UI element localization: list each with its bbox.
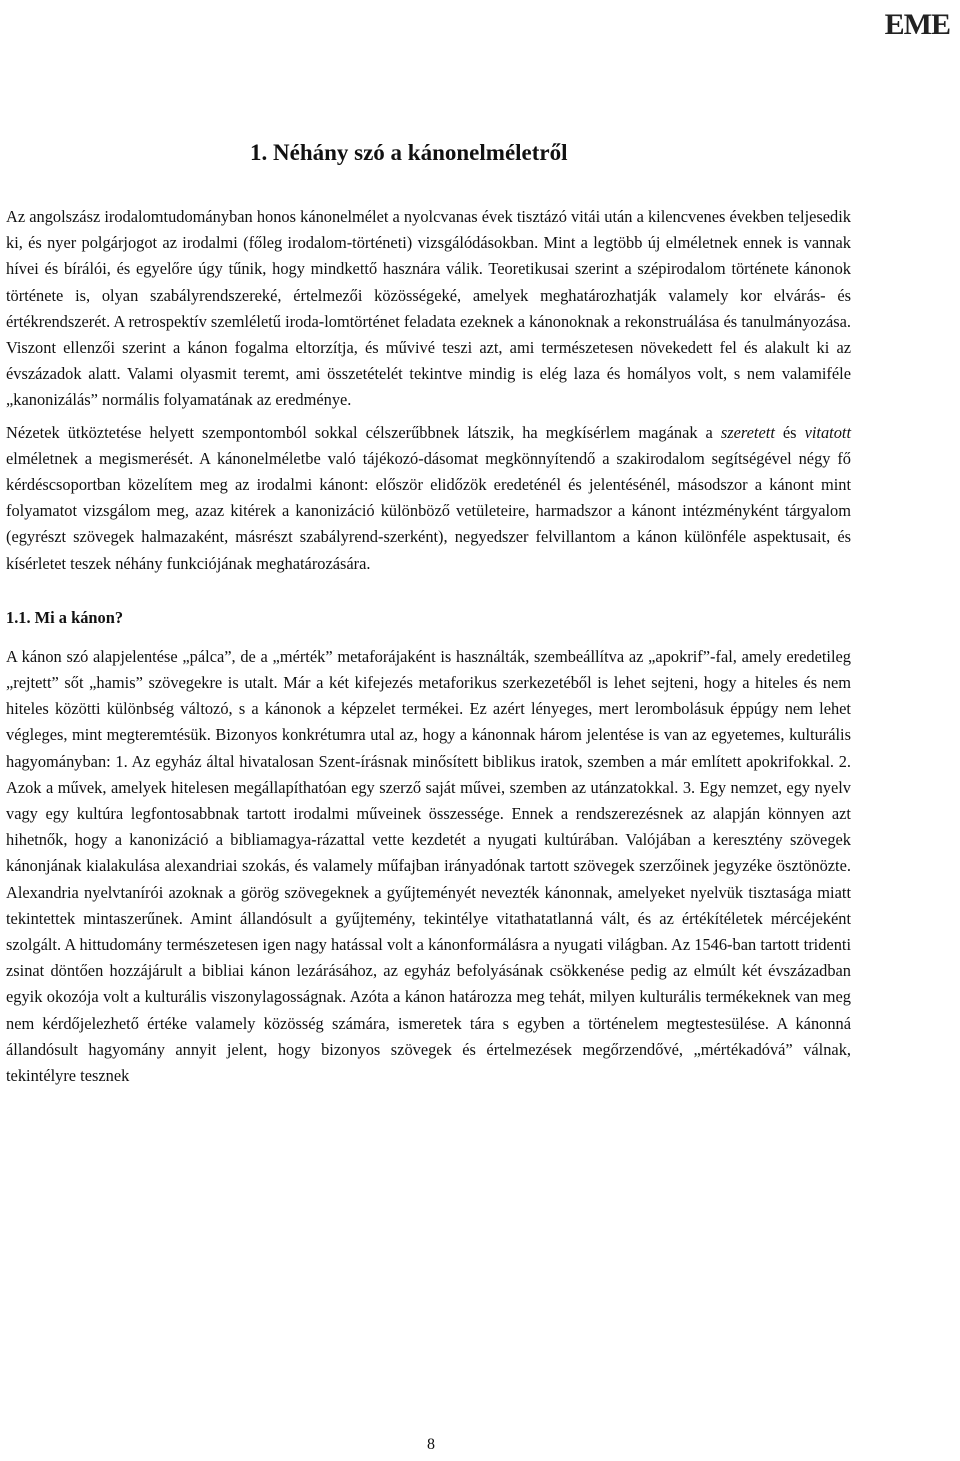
page-number: 8 <box>427 1436 435 1453</box>
intro-p2-part-c: elméletnek a megismerését. A kánonelméletbe való tájékozó-dásomat megkönnyítendő a szakirodalom segítségével négy fő kérdéscsoportban közelítem meg az irodalmi kánont: először elidőzök eredeténél és jelentésénél, másodszor a kánont mint folyamatot vizsgálom meg, azaz kitérek a kanonizáció különböző vetületeire, harmadszor a kánont intézményként tárgyalom (egyrészt szövegek halmazaként, másrészt szabályrend-szerként), negyedszer felvillantom a kánon különféle aspektusait, és kísérletet teszek néhány funkciójának meghatározására. <box>6 448 851 573</box>
intro-p2-part-a: Nézetek ütköztetése helyett szempontomból sokkal célszerűbbnek látszik, ha megkísérlem magának a <box>6 422 721 442</box>
document-body <box>6 204 851 1095</box>
section-paragraph-1: A kánon szó alapjelentése „pálca”, de a „mérték” metaforájaként is használták, szembeállítva az „apokrif”-fal, amely eredetileg „rejtett” sőt „hamis” szövegekre is utalt. Már a két kifejezés metaforikus szerkezetéből is lehet sejteni, hogy a hiteles és nem hiteles közötti különbség változó, s a kánonok a képzelet termékei. Ez azért lényeges, mert lerombolásuk éppúgy nem lehet végleges, mint megteremtésük. Bizonyos konkrétumra utal az, hogy a kánonnak három jelentése is van az egyetemes, kulturális hagyományban: 1. Az egyház által hivatalosan Szent-írásnak minősített biblikus iratok, szemben a már említett apokrifokkal. 2. Azok a művek, amelyek hitelesen megállapíthatóan egy szerző saját művei, szemben az utánzatokkal. 3. Egy nemzet, egy nyelv vagy egy kultúra legfontosabbnak tartott irodalmi műveinek összessége. Ennek a rendszerezésnek az alapján könnyen azt hihetnők, hogy a kanonizáció a bibliamagya-rázattal vette kezdetét a nyugati kultúrában. Valójában a keresztény szövegek kánonjának kialakulása alexandriai szokás, és valamely műfajban irányadónak tartott szövegek szerzőinek jegyzéke ösztönözte. Alexandria nyelvtanírói azoknak a görög szövegeknek a gyűjteményét nevezték kánonnak, amelyeket nyelvük tisztasága miatt tekintettek mintaszerűnek. Amint állandósult a gyűjtemény, tekintélye vitathatatlanná vált, és az értékítéletek mércéjeként szolgált. A hittudomány természetesen igen nagy hatással volt a kánonformálásra a nyugati világban. Az 1546-ban tartott tridenti zsinat döntően hozzájárult a bibliai kánon lezárásához, az egyház befolyásának csökkenése pedig az elmúlt két évszázadban egyik okozója volt a kulturális viszonylagosságnak. Azóta a kánon határozza meg tehát, milyen kulturális termékeknek van meg nem kérdőjelezhető értéke valamely közösség számára, ismeretek tára s egyben a történelem megtestesülése. A kánonná állandósult hagyomány annyit jelent, hogy bizonyos szövegek és értelmezések megőrzendővé, „mértékadóvá” válnak, tekintélyre tesznek <box>6 646 851 1086</box>
emphasis-szeretett: szeretett <box>720 422 775 442</box>
intro-p2-part-b: és <box>774 422 805 442</box>
emphasis-vitatott: vitatott <box>804 422 851 442</box>
chapter-title: 1. Néhány szó a kánonelméletről <box>250 140 568 165</box>
intro-paragraph-2 <box>6 420 851 577</box>
intro-paragraph-1: Az angolszász irodalomtudományban honos kánonelmélet a nyolcvanas évek tisztázó vitái után a kilencvenes években teljesedik ki, és nyer polgárjogot az irodalmi (főleg irodalom-történeti) vizsgálódásokban. Mint a legtöbb új elméletnek ennek is vannak hívei és bírálói, és egyelőre úgy tűnik, hogy mindkettő hasznára válik. Teoretikusai szerint a szépirodalom története kánonok története is, olyan szabályrendszereké, értelmezői közösségeké, amelyek meghatározhatják valamely kor elvárás- és értékrendszerét. A retrospektív szemléletű iroda-lomtörténet feladata ezeknek a kánonoknak a rekonstruálása és tanulmányozása. Viszont ellenzői szerint a kánon fogalma eltorzítja, és művivé teszi azt, ami természetesen növekedett fel és alakult ki az évszázadok alatt. Valami olyasmit teremt, ami összetételét tekintve mindig is elég laza és homályos volt, s nem valamiféle „kanonizálás” normális folyamatának az eredménye. <box>6 207 851 410</box>
section-heading: 1.1. Mi a kánon? <box>6 607 124 627</box>
eme-logo: EME <box>884 8 950 41</box>
